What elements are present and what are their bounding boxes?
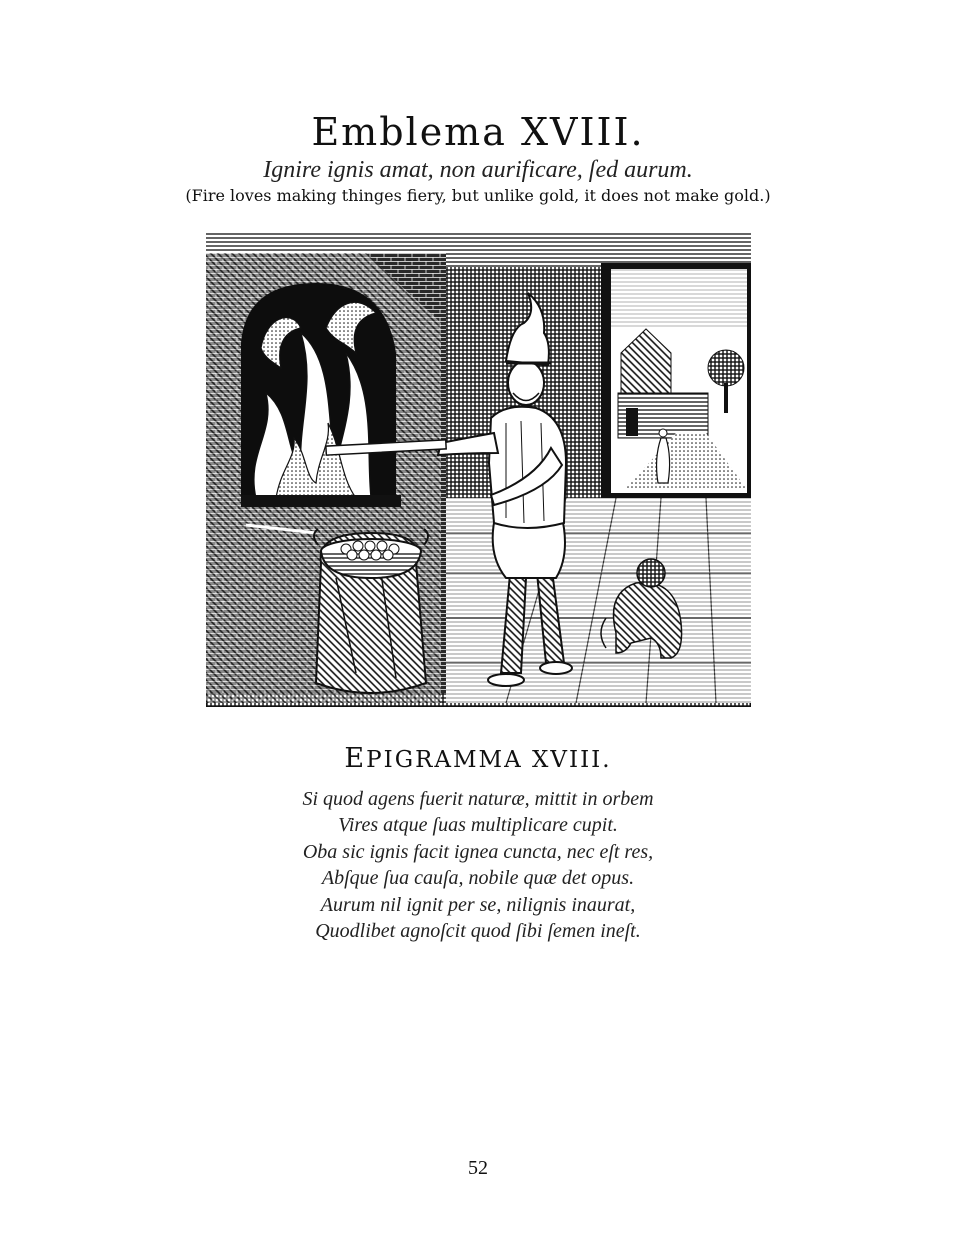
verse-line: Oba sic ignis facit ignea cuncta, nec eſt res, [302,840,654,863]
epigram-heading-rest: PIGRAMMA XVIII. [366,747,612,773]
verse-line: Abſque ſua cauſa, nobile quæ det opus. [321,867,635,890]
verse-line: Aurum nil ignit per se, nilignis inaurat, [320,893,636,916]
emblem-title: Emblema XVIII. [311,110,645,154]
page-number: 52 [468,1157,488,1179]
verse-line: Si quod agens fuerit naturæ, mittit in orbem [302,788,654,810]
verse-line: Quodlibet agnoſcit quod ſibi ſemen ineſt. [315,920,641,943]
epigram-verses [0,786,956,944]
alchemist-engraving [206,233,751,707]
emblem-motto: Ignire ignis amat, non aurificare, ſed aurum. [263,157,693,183]
motto-translation: (Fire loves making thinges fiery, but unlike gold, it does not make gold.) [185,186,771,205]
verse-line: Vires atque ſuas multiplicare cupit. [338,814,618,837]
epigram-heading-initial: E [344,743,367,774]
epigram-heading [0,744,956,775]
